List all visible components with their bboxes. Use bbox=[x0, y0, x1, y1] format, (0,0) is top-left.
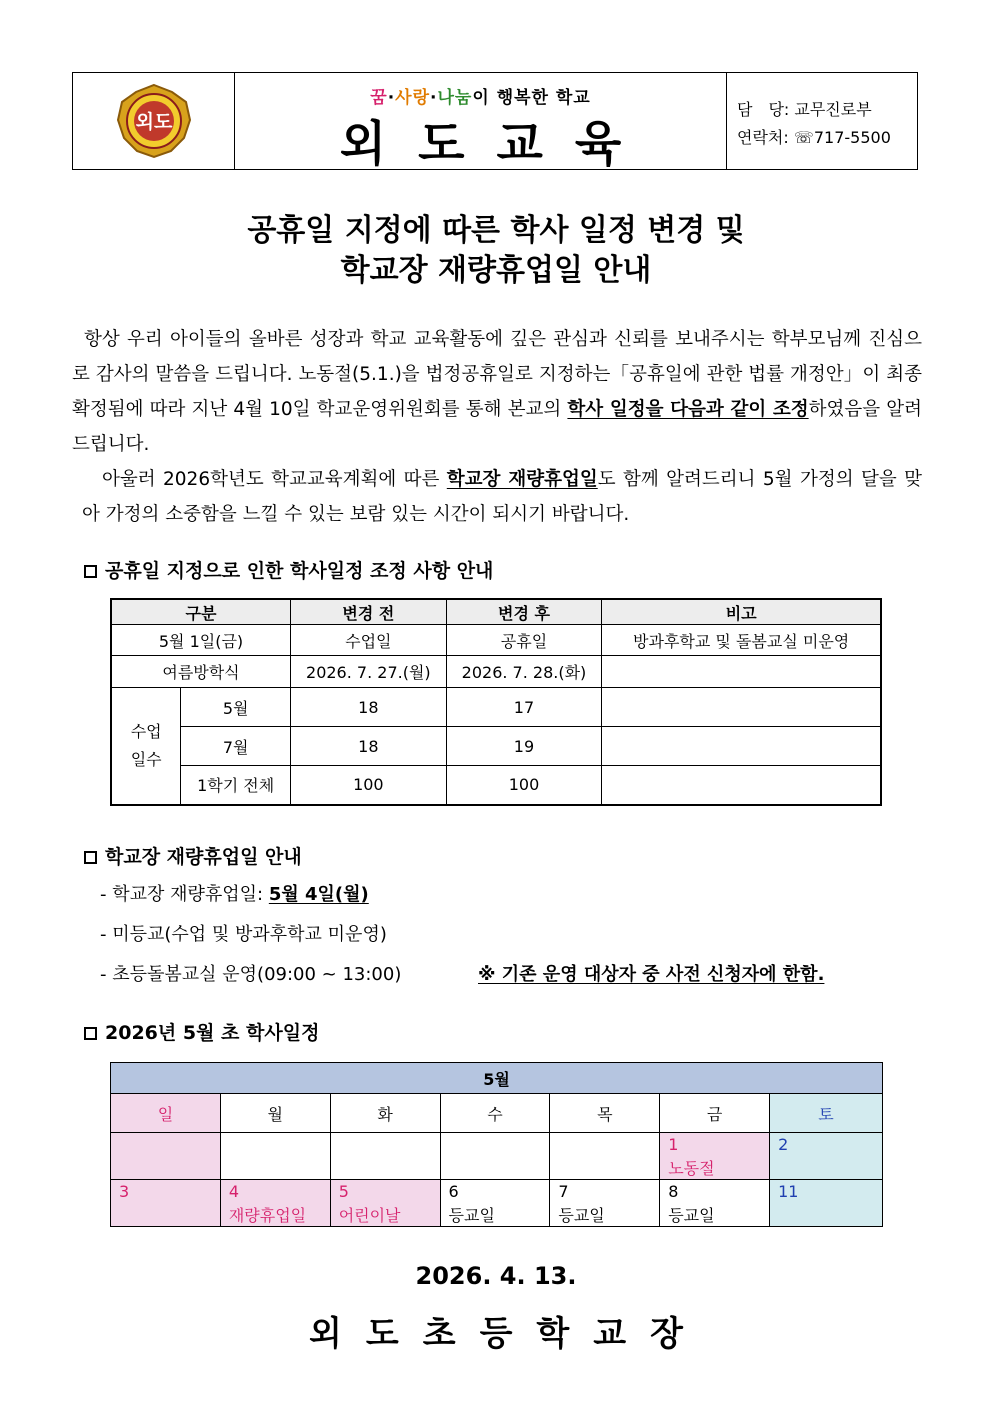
calendar-day bbox=[111, 1133, 221, 1180]
bullet-care-room: - 초등돌봄교실 운영(09:00 ~ 13:00) bbox=[100, 964, 402, 985]
calendar-day: 8 등교일 bbox=[660, 1180, 770, 1227]
checkbox-square-icon bbox=[84, 851, 97, 864]
col-header: 변경 후 bbox=[446, 599, 602, 625]
newsletter-title: 외도교육 bbox=[339, 116, 654, 172]
slogan: 꿈·사랑·나눔이 행복한 학교 bbox=[370, 88, 591, 108]
schedule-table bbox=[110, 598, 882, 806]
may-calendar bbox=[110, 1062, 883, 1227]
col-header: 변경 전 bbox=[291, 599, 447, 625]
calendar-day bbox=[330, 1133, 440, 1180]
logo-cell bbox=[73, 73, 235, 169]
weekday-fri: 금 bbox=[660, 1094, 770, 1133]
principal-signature: 외도초등학교장 bbox=[309, 1314, 707, 1354]
bullet-no-attendance: - 미등교(수업 및 방과후학교 미운영) bbox=[100, 924, 387, 945]
intro-paragraph: 항상 우리 아이들의 올바른 성장과 학교 교육활동에 깊은 관심과 신뢰를 보내주시는 학부모님께 진심으로 감사의 말씀을 드립니다. 노동절(5.1.)을 법정공휴일로 지정하는「공휴일에 관한 법률 개정안」이 최종 확정됨에 따라 지난 4월 10일 학교운영위원회를 통해 본교의 학사 일정을 다음과 같이 조정하였음을 알려드립니다. bbox=[72, 329, 922, 455]
col-header: 비고 bbox=[602, 599, 881, 625]
calendar-day: 11 bbox=[770, 1180, 883, 1227]
col-header: 구분 bbox=[111, 599, 291, 625]
doc-title-line-1: 공휴일 지정에 따른 학사 일정 변경 및 bbox=[247, 213, 745, 248]
calendar-week bbox=[111, 1133, 883, 1180]
weekday-sun: 일 bbox=[111, 1094, 221, 1133]
checkbox-square-icon bbox=[84, 565, 97, 578]
contact-cell bbox=[727, 73, 917, 169]
contact-person: 담 당: 교무진로부 bbox=[737, 100, 872, 119]
newsletter-header bbox=[72, 72, 918, 170]
notice-paragraph: 아울러 2026학년도 학교교육계획에 따른 학교장 재량휴업일도 함께 알려드리니 5월 가정의 달을 맞아 가정의 소중함을 느낄 수 있는 보람 있는 시간이 되시기 바랍니다. bbox=[82, 469, 922, 525]
care-room-note: ※ 기존 운영 대상자 중 사전 신청자에 한함. bbox=[478, 964, 825, 985]
section-heading-holiday: 학교장 재량휴업일 안내 bbox=[84, 842, 302, 869]
calendar-day-labor-day: 1 노동절 bbox=[660, 1133, 770, 1180]
school-emblem-icon bbox=[73, 73, 235, 169]
table-row: 5월 1일(금) 수업일 공휴일 방과후학교 및 돌봄교실 미운영 bbox=[111, 625, 881, 656]
weekday-wed: 수 bbox=[440, 1094, 550, 1133]
issue-date: 2026. 4. 13. bbox=[415, 1262, 577, 1290]
schedule-change-highlight: 학사 일정을 다음과 같이 조정 bbox=[567, 399, 809, 420]
weekday-mon: 월 bbox=[220, 1094, 330, 1133]
table-header-row bbox=[111, 599, 881, 625]
calendar-day: 3 bbox=[111, 1180, 221, 1227]
calendar-day-childrens-day: 5 어린이날 bbox=[330, 1180, 440, 1227]
table-row: 여름방학식 2026. 7. 27.(월) 2026. 7. 28.(화) bbox=[111, 656, 881, 688]
weekday-sat: 토 bbox=[770, 1094, 883, 1133]
contact-phone: 연락처: ☏717-5500 bbox=[737, 128, 891, 147]
calendar-day bbox=[550, 1133, 660, 1180]
table-row: 수업 일수 5월 18 17 bbox=[111, 688, 881, 727]
table-row: 7월 18 19 bbox=[111, 727, 881, 766]
calendar-day: 2 bbox=[770, 1133, 883, 1180]
weekday-thu: 목 bbox=[550, 1094, 660, 1133]
calendar-month: 5월 bbox=[111, 1063, 883, 1094]
svg-text:외도: 외도 bbox=[135, 111, 173, 133]
section-heading-calendar: 2026년 5월 초 학사일정 bbox=[84, 1018, 319, 1045]
checkbox-square-icon bbox=[84, 1027, 97, 1040]
holiday-highlight: 학교장 재량휴업일 bbox=[446, 469, 598, 490]
section-heading-schedule: 공휴일 지정으로 인한 학사일정 조정 사항 안내 bbox=[84, 556, 493, 583]
weekday-row bbox=[111, 1094, 883, 1133]
calendar-week bbox=[111, 1180, 883, 1227]
calendar-day bbox=[440, 1133, 550, 1180]
bullet-holiday-date: - 학교장 재량휴업일: 5월 4일(월) bbox=[100, 884, 369, 905]
weekday-tue: 화 bbox=[330, 1094, 440, 1133]
calendar-day-discretionary-holiday: 4 재량휴업일 bbox=[220, 1180, 330, 1227]
calendar-day bbox=[220, 1133, 330, 1180]
table-row: 1학기 전체 100 100 bbox=[111, 766, 881, 805]
calendar-day: 6 등교일 bbox=[440, 1180, 550, 1227]
doc-title-line-2: 학교장 재량휴업일 안내 bbox=[340, 253, 652, 288]
calendar-day: 7 등교일 bbox=[550, 1180, 660, 1227]
header-center bbox=[235, 73, 727, 172]
class-days-label: 수업 일수 bbox=[111, 688, 181, 805]
